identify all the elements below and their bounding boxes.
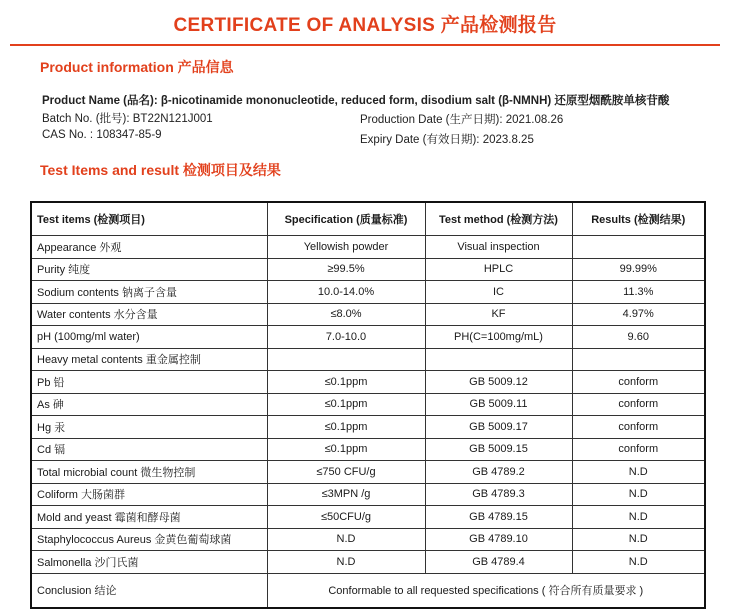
table-row (31, 371, 705, 394)
cell-test-item: Hg 汞 (31, 416, 267, 439)
expiry-date-value: 2023.8.25 (482, 134, 534, 146)
conclusion-label: Conclusion 结论 (31, 573, 267, 608)
cell-result: N.D (572, 483, 705, 506)
cell-result: conform (572, 438, 705, 461)
cell-test-item: Purity 纯度 (31, 258, 267, 281)
product-name-label: Product Name (品名): (42, 95, 161, 107)
cell-test-method: PH(C=100mg/mL) (425, 326, 572, 349)
table-row (31, 393, 705, 416)
cell-specification: ≥99.5% (267, 258, 425, 281)
title-divider (10, 44, 720, 46)
cell-test-method: GB 5009.12 (425, 371, 572, 394)
cell-test-method (425, 348, 572, 371)
cell-test-item: Salmonella 沙门氏菌 (31, 551, 267, 574)
conclusion-value: Conformable to all requested specifications ( 符合所有质量要求 ) (267, 573, 705, 608)
cell-result (572, 236, 705, 259)
cell-test-item: Mold and yeast 霉菌和酵母菌 (31, 506, 267, 529)
cell-test-method: GB 4789.15 (425, 506, 572, 529)
cell-test-method: GB 4789.2 (425, 461, 572, 484)
cell-result: N.D (572, 506, 705, 529)
cell-result: 4.97% (572, 303, 705, 326)
cell-test-method: GB 5009.15 (425, 438, 572, 461)
cell-specification: ≤0.1ppm (267, 438, 425, 461)
cell-specification (267, 348, 425, 371)
cell-result: N.D (572, 528, 705, 551)
batch-value: BT22N121J001 (132, 113, 213, 125)
batch-label: Batch No. (批号): (42, 113, 133, 125)
production-date-label: Production Date (生产日期): (360, 114, 506, 126)
cas-value: 108347-85-9 (96, 129, 162, 141)
table-row (31, 528, 705, 551)
cell-test-method: GB 4789.10 (425, 528, 572, 551)
batch-line (42, 110, 213, 126)
cell-test-item: Cd 镉 (31, 438, 267, 461)
cell-test-item: Pb 铅 (31, 371, 267, 394)
cell-test-method: IC (425, 281, 572, 304)
cell-specification: 7.0-10.0 (267, 326, 425, 349)
cell-result: N.D (572, 551, 705, 574)
cell-specification: ≤50CFU/g (267, 506, 425, 529)
cell-test-item: Sodium contents 钠离子含量 (31, 281, 267, 304)
header-specification: Specification (质量标准) (267, 202, 425, 236)
expiry-date-line (360, 131, 534, 147)
production-date-line (360, 111, 563, 127)
cell-result: conform (572, 393, 705, 416)
product-name-line (42, 92, 669, 108)
cell-specification: ≤0.1ppm (267, 393, 425, 416)
cell-result: 99.99% (572, 258, 705, 281)
product-info-heading: Product information 产品信息 (40, 59, 234, 75)
table-row (31, 461, 705, 484)
cell-result: 11.3% (572, 281, 705, 304)
cell-result: 9.60 (572, 326, 705, 349)
cell-specification: ≤3MPN /g (267, 483, 425, 506)
cell-specification: N.D (267, 551, 425, 574)
table-row (31, 416, 705, 439)
cell-specification: ≤0.1ppm (267, 371, 425, 394)
table-row (31, 258, 705, 281)
cell-result: conform (572, 416, 705, 439)
cell-specification: ≤750 CFU/g (267, 461, 425, 484)
table-row (31, 506, 705, 529)
table-row (31, 438, 705, 461)
cas-label: CAS No. : (42, 129, 97, 141)
cell-test-method: HPLC (425, 258, 572, 281)
cell-test-item: Appearance 外观 (31, 236, 267, 259)
header-results: Results (检测结果) (572, 202, 705, 236)
cell-test-method: GB 4789.4 (425, 551, 572, 574)
product-name-value: β-nicotinamide mononucleotide, reduced form, disodium salt (β-NMNH) 还原型烟酰胺单核苷酸 (160, 95, 670, 107)
table-row (31, 483, 705, 506)
header-test-items: Test items (检测项目) (31, 202, 267, 236)
cell-test-method: GB 4789.3 (425, 483, 572, 506)
results-table (30, 201, 706, 609)
cell-test-method: GB 5009.11 (425, 393, 572, 416)
header-test-method: Test method (检测方法) (425, 202, 572, 236)
cell-specification: ≤0.1ppm (267, 416, 425, 439)
cell-test-method: Visual inspection (425, 236, 572, 259)
cell-specification: 10.0-14.0% (267, 281, 425, 304)
document-title: CERTIFICATE OF ANALYSIS 产品检测报告 (173, 15, 557, 36)
cell-specification: Yellowish powder (267, 236, 425, 259)
table-header-row (31, 202, 705, 236)
table-row (31, 303, 705, 326)
table-row (31, 236, 705, 259)
cell-test-item: Total microbial count 微生物控制 (31, 461, 267, 484)
cell-test-item: Coliform 大肠菌群 (31, 483, 267, 506)
cell-result: conform (572, 371, 705, 394)
test-items-heading: Test Items and result 检测项目及结果 (40, 162, 281, 178)
cell-specification: ≤8.0% (267, 303, 425, 326)
cell-specification: N.D (267, 528, 425, 551)
table-row (31, 551, 705, 574)
table-row (31, 326, 705, 349)
cas-line (42, 129, 162, 141)
conclusion-row (31, 573, 705, 608)
cell-result: N.D (572, 461, 705, 484)
cell-test-item: Water contents 水分含量 (31, 303, 267, 326)
production-date-value: 2021.08.26 (505, 114, 564, 126)
cell-result (572, 348, 705, 371)
cell-test-item: Staphylococcus Aureus 金黄色葡萄球菌 (31, 528, 267, 551)
cell-test-item: As 砷 (31, 393, 267, 416)
cell-test-item: pH (100mg/ml water) (31, 326, 267, 349)
expiry-date-label: Expiry Date (有效日期): (360, 134, 483, 146)
table-row (31, 348, 705, 371)
cell-test-method: KF (425, 303, 572, 326)
table-row (31, 281, 705, 304)
cell-test-method: GB 5009.17 (425, 416, 572, 439)
cell-test-item: Heavy metal contents 重金属控制 (31, 348, 267, 371)
